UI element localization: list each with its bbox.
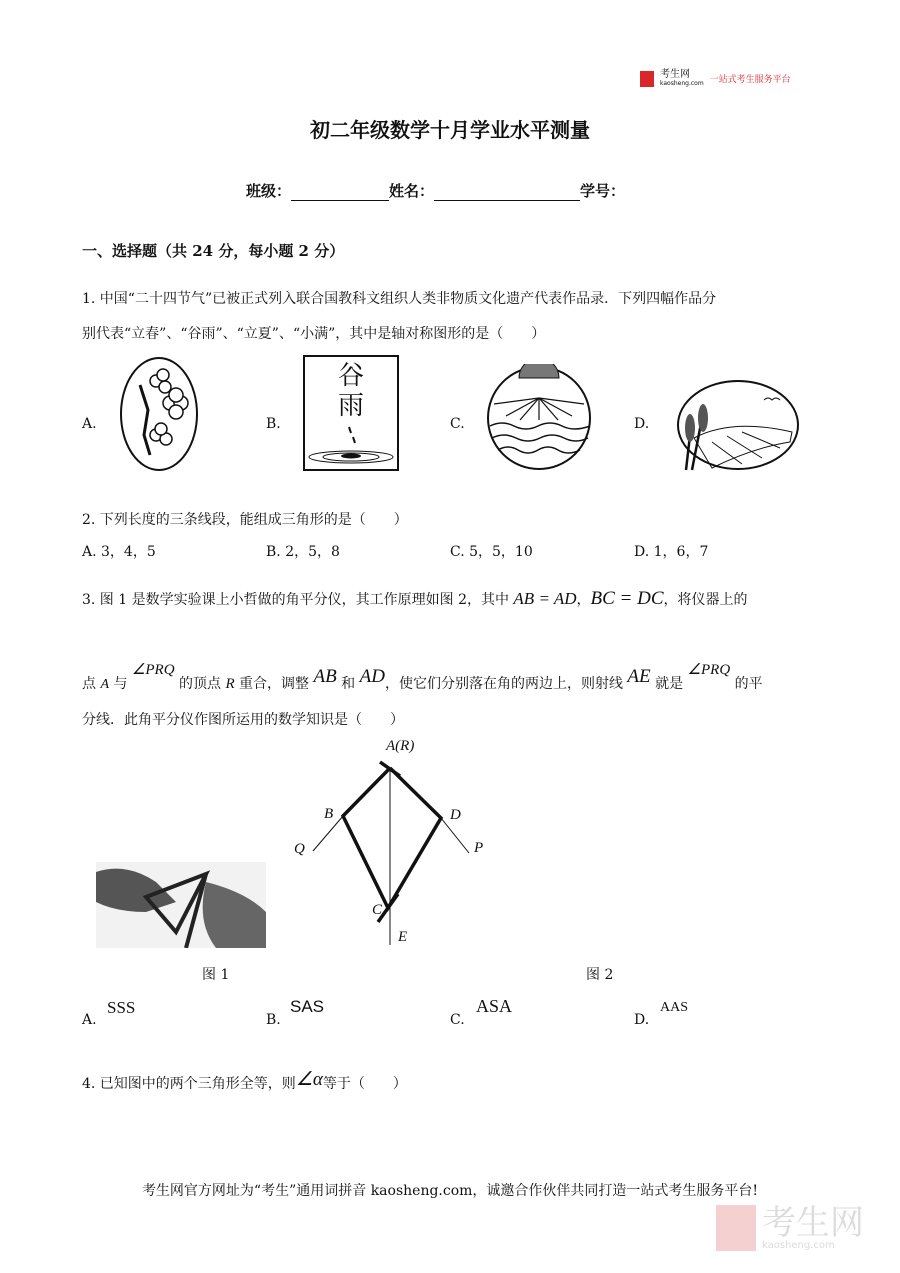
fig1-photo-angle-bisector-device	[96, 862, 266, 948]
q3-text: ，使它们分别落在角的两边上，则射线	[384, 676, 628, 692]
name-label: 姓名：	[389, 182, 435, 200]
b-char-yu: 雨	[337, 391, 364, 421]
fig2-label-p: P	[474, 840, 484, 856]
q2-text: 2. 下列长度的三条线段，能组成三角形的是（ ）	[82, 512, 408, 528]
q2-option-d[interactable]: D. 1，6，7	[634, 544, 709, 560]
math-ab-ad: AB = AD	[513, 589, 577, 608]
q3-text: ，	[576, 592, 591, 608]
fig2-label-d: D	[450, 807, 461, 823]
q3-option-a-label[interactable]: A.	[82, 1012, 97, 1028]
q2-option-b[interactable]: B. 2，5，8	[266, 544, 340, 560]
q1-option-a-image-flowers	[118, 355, 200, 473]
q3-line2	[82, 650, 763, 705]
q1-option-c-label: C.	[450, 416, 465, 432]
watermark-logo	[716, 1202, 864, 1251]
q4-text-a: 4. 已知图中的两个三角形全等，则	[82, 1076, 296, 1092]
q2-option-a[interactable]: A. 3，4，5	[82, 544, 156, 560]
q3-option-d-value[interactable]: AAS	[660, 1000, 689, 1015]
class-label: 班级：	[246, 182, 292, 200]
q3-text: 的顶点	[174, 676, 226, 692]
q3-option-c-value[interactable]: ASA	[476, 996, 513, 1016]
q1-line2: 别代表“立春”、“谷雨”、“立夏”、“小满”，其中是轴对称图形的是（ ）	[82, 326, 546, 342]
math-angle-prq: ∠PRQ	[687, 662, 731, 678]
q3-text: 3. 图 1 是数学实验课上小哲做的角平分仪，其工作原理如图 2，其中	[82, 592, 514, 608]
fig1-caption: 图 1	[202, 967, 230, 983]
math-bc-dc: BC = DC	[590, 588, 664, 609]
q3-option-a-value[interactable]: SSS	[107, 998, 136, 1017]
q3-text: 点	[82, 676, 101, 692]
b-char-gu: 谷	[337, 361, 364, 391]
fig2-label-q: Q	[294, 841, 305, 857]
q3-text: 的平	[730, 676, 763, 692]
q2-option-c[interactable]: C. 5，5，10	[450, 544, 533, 560]
logo-name: 考生网	[660, 69, 690, 80]
section-heading: 一、选择题（共 24 分，每小题 2 分）	[82, 242, 345, 260]
q4-text	[82, 1068, 407, 1093]
student-info	[246, 180, 625, 201]
math-ad: AD	[359, 666, 385, 687]
q1-option-d-image-wheat-field	[672, 378, 800, 472]
q3-option-c-label[interactable]: C.	[450, 1012, 465, 1028]
id-label: 学号：	[580, 182, 626, 200]
kaosheng-logo[interactable]	[640, 70, 791, 87]
fig2-diagram	[280, 740, 500, 955]
watermark-url: kaosheng.com	[762, 1239, 835, 1251]
math-r: R	[225, 676, 235, 692]
q3-text: ，将仪器上的	[663, 592, 748, 608]
watermark-name: 考生网	[762, 1202, 864, 1243]
logo-mark-icon	[640, 71, 654, 87]
q3-option-b-value[interactable]: SAS	[290, 997, 325, 1016]
page-title: 初二年级数学十月学业水平测量	[310, 118, 590, 142]
q3-text: 和	[336, 676, 360, 692]
name-blank[interactable]	[434, 184, 580, 201]
math-angle-prq: ∠PRQ	[131, 662, 175, 678]
math-a: A	[100, 677, 110, 692]
kite-abcd	[343, 768, 441, 908]
math-ae: AE	[627, 666, 651, 687]
fig2-label-b: B	[324, 806, 334, 822]
q3-option-d-label[interactable]: D.	[634, 1012, 650, 1028]
math-ab: AB	[313, 666, 337, 687]
q3-option-b-label[interactable]: B.	[266, 1012, 281, 1028]
q3-text: 与	[109, 676, 132, 692]
watermark-mark-icon	[716, 1205, 756, 1251]
fig2-label-c: C	[372, 902, 383, 918]
fig2-caption: 图 2	[586, 967, 614, 983]
water-ripple-icon	[305, 423, 397, 469]
footer-text: 考生网官方网址为“考生”通用词拼音 kaosheng.com，诚邀合作伙伴共同打造一站式考生服务平台!	[141, 1183, 759, 1199]
q4-text-b: 等于（ ）	[322, 1076, 407, 1092]
q1-option-d-label: D.	[634, 416, 650, 432]
q1-option-c-image-sun-water	[486, 364, 592, 472]
q1-option-a-label: A.	[82, 416, 97, 432]
fig2-label-a: A(R)	[386, 738, 415, 754]
q1-option-b-label: B.	[266, 416, 281, 432]
q1-option-b-image-guyu	[303, 355, 399, 471]
q3-line1	[82, 588, 748, 610]
math-angle-alpha: ∠α	[295, 1069, 323, 1090]
q3-line3: 分线．此角平分仪作图所运用的数学知识是（ ）	[82, 712, 404, 728]
q3-text: 重合，调整	[234, 676, 314, 692]
q1-line1: 1. 中国“二十四节气”已被正式列入联合国教科文组织人类非物质文化遗产代表作品录．下列四幅作品分	[82, 291, 717, 307]
logo-url: kaosheng.com	[660, 80, 704, 87]
logo-slogan: 一站式考生服务平台	[709, 75, 791, 85]
class-blank[interactable]	[291, 184, 389, 201]
q3-text: 就是	[650, 676, 688, 692]
fig2-label-e: E	[398, 929, 408, 945]
